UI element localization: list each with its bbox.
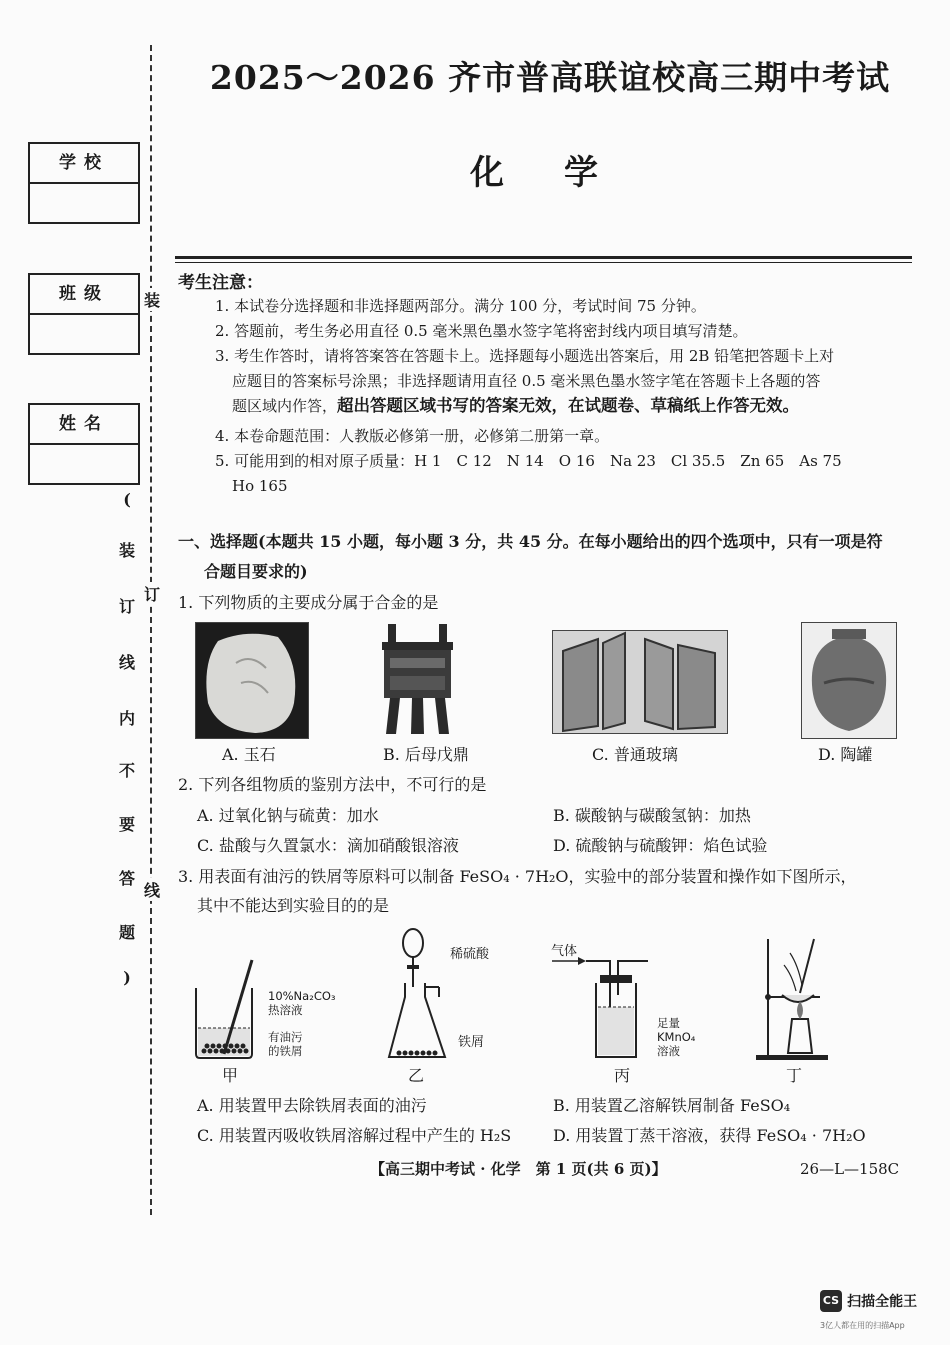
jia-label-solution: [268, 989, 336, 1017]
header-rule-thin: [175, 262, 912, 263]
note-char: (: [123, 490, 131, 509]
bing-label-gas: 气体: [551, 944, 578, 959]
q3-option-a: A. 用装置甲去除铁屑表面的油污: [197, 1096, 427, 1115]
q2-option-a: A. 过氧化钠与硫黄：加水: [197, 806, 379, 825]
class-field: [28, 273, 140, 355]
bing-label-solution: [657, 1016, 695, 1058]
watermark-name: 扫描全能王: [847, 1294, 918, 1310]
question-2-stem: 2. 下列各组物质的鉴别方法中，不可行的是: [178, 775, 487, 794]
watermark-tagline: 3亿人都在用的扫描App: [820, 1321, 905, 1330]
note-char: 内: [118, 709, 135, 728]
label-text: 热溶液: [268, 1003, 303, 1017]
q2-option-c: C. 盐酸与久置氯水：滴加硝酸银溶液: [197, 836, 459, 855]
note-char: 装: [118, 541, 135, 560]
q3-option-c: C. 用装置丙吸收铁屑溶解过程中产生的 H₂S: [197, 1126, 512, 1145]
scanner-watermark: [820, 1290, 917, 1312]
school-field: [28, 142, 140, 224]
jade-image: [195, 622, 309, 739]
binding-line: [150, 45, 152, 1215]
yi-label-acid: 稀硫酸: [450, 947, 490, 962]
notice-item-5: 5. 可能用到的相对原子质量：H 1 C 12 N 14 O 16 Na 23 Cl 35.5 Zn 65 As 75: [215, 452, 842, 470]
name-field: [28, 403, 140, 485]
apparatus-label: 丙: [614, 1066, 631, 1085]
q1-option-c: C. 普通玻璃: [592, 745, 678, 764]
q1-option-d: D. 陶罐: [818, 745, 873, 764]
beaker-diagram: [190, 958, 262, 1063]
apparatus-yi: [385, 925, 455, 1065]
label-text: 10%Na₂CO₃: [268, 989, 336, 1003]
name-input-area: [30, 445, 138, 483]
notice-item-2: 2. 答题前，考生务必用直径 0.5 毫米黑色墨水签字笔将密封线内项目填写清楚。: [215, 322, 748, 340]
page-footer: 【高三期中考试 · 化学 第 1 页(共 6 页)】: [370, 1160, 667, 1178]
apparatus-label: 甲: [222, 1066, 239, 1085]
exam-title: 2025～2026 齐市普高联谊校高三期中考试: [209, 58, 891, 97]
margin-char: 订: [142, 582, 162, 605]
note-char: 题: [118, 923, 135, 942]
camscanner-logo-icon: CS: [820, 1290, 842, 1312]
ding-image: [380, 622, 455, 740]
notice-heading: 考生注意：: [178, 273, 263, 293]
q1-option-b: B. 后母戊鼎: [383, 745, 469, 764]
label-text: 有油污: [268, 1030, 303, 1044]
name-label: 姓名: [30, 405, 138, 445]
exam-code: 26—L—158C: [800, 1160, 900, 1178]
notice-item-3: 3. 考生作答时，请将答案答在答题卡上。选择题每小题选出答案后，用 2B 铅笔把答题卡上对: [215, 347, 835, 365]
subject-title: 化学: [470, 153, 658, 193]
jar-image: [801, 622, 897, 739]
note-char: ): [123, 968, 131, 987]
note-char: 答: [118, 869, 135, 888]
q3-option-d: D. 用装置丁蒸干溶液，获得 FeSO₄ · 7H₂O: [553, 1126, 866, 1145]
question-3-stem-cont: 其中不能达到实验目的的是: [197, 896, 390, 915]
notice-item-1: 1. 本试卷分选择题和非选择题两部分。满分 100 分，考试时间 75 分钟。: [215, 297, 706, 315]
note-char: 不: [118, 761, 135, 780]
note-char: 订: [118, 597, 135, 616]
margin-char: 装: [142, 288, 162, 311]
label-text: 的铁屑: [268, 1044, 303, 1058]
notice-item-5-cont: Ho 165: [232, 477, 288, 495]
glass-illustration: [553, 631, 727, 733]
flask-diagram: [385, 925, 455, 1065]
section-heading: [178, 527, 913, 587]
wash-bottle-diagram: [548, 945, 658, 1063]
notice-item-3-cont: [232, 394, 799, 418]
note-char: 线: [118, 653, 135, 672]
apparatus-jia: [190, 958, 262, 1063]
school-input-area: [30, 184, 138, 222]
question-3-stem: 3. 用表面有油污的铁屑等原料可以制备 FeSO₄ · 7H₂O，实验中的部分装置和操作如下图所示，: [178, 867, 857, 886]
yi-label-iron: 铁屑: [458, 1035, 485, 1050]
jade-illustration: [196, 623, 308, 738]
question-1-stem: 1. 下列物质的主要成分属于合金的是: [178, 593, 439, 612]
evaporation-diagram: [752, 935, 832, 1063]
notice-item-3-cont: 应题目的答案标号涂黑；非选择题请用直径 0.5 毫米黑色墨水签字笔在答题卡上各题的答: [232, 372, 821, 390]
notice-emphasis: 超出答题区域书写的答案无效，在试题卷、草稿纸上作答无效。: [337, 396, 800, 415]
q2-option-d: D. 硫酸钠与硫酸钾：焰色试验: [553, 836, 768, 855]
class-label: 班级: [30, 275, 138, 315]
apparatus-ding: [752, 935, 832, 1063]
margin-char: 线: [142, 878, 162, 901]
jar-illustration: [802, 623, 896, 738]
school-label: 学校: [30, 144, 138, 184]
label-text: 溶液: [657, 1044, 680, 1058]
apparatus-bing: [548, 945, 658, 1063]
section-heading-line: 合题目要求的): [204, 562, 308, 581]
apparatus-label: 乙: [408, 1066, 425, 1085]
header-rule-thick: [175, 256, 912, 259]
section-heading-line: 一、选择题(本题共 15 小题，每小题 3 分，共 45 分。在每小题给出的四个选项中，只有一项是符: [178, 532, 883, 551]
note-char: 要: [118, 815, 135, 834]
class-input-area: [30, 315, 138, 353]
glass-image: [552, 630, 728, 734]
label-text: 足量: [657, 1016, 680, 1030]
jia-label-iron: [268, 1030, 303, 1058]
notice-item-4: 4. 本卷命题范围：人教版必修第一册，必修第二册第一章。: [215, 427, 610, 445]
q1-option-a: A. 玉石: [222, 745, 276, 764]
q2-option-b: B. 碳酸钠与碳酸氢钠：加热: [553, 806, 751, 825]
apparatus-label: 丁: [786, 1066, 803, 1085]
ding-illustration: [380, 622, 455, 740]
notice-text: 题区域内作答，: [232, 397, 338, 415]
q3-option-b: B. 用装置乙溶解铁屑制备 FeSO₄: [553, 1096, 791, 1115]
label-text: KMnO₄: [657, 1030, 696, 1044]
